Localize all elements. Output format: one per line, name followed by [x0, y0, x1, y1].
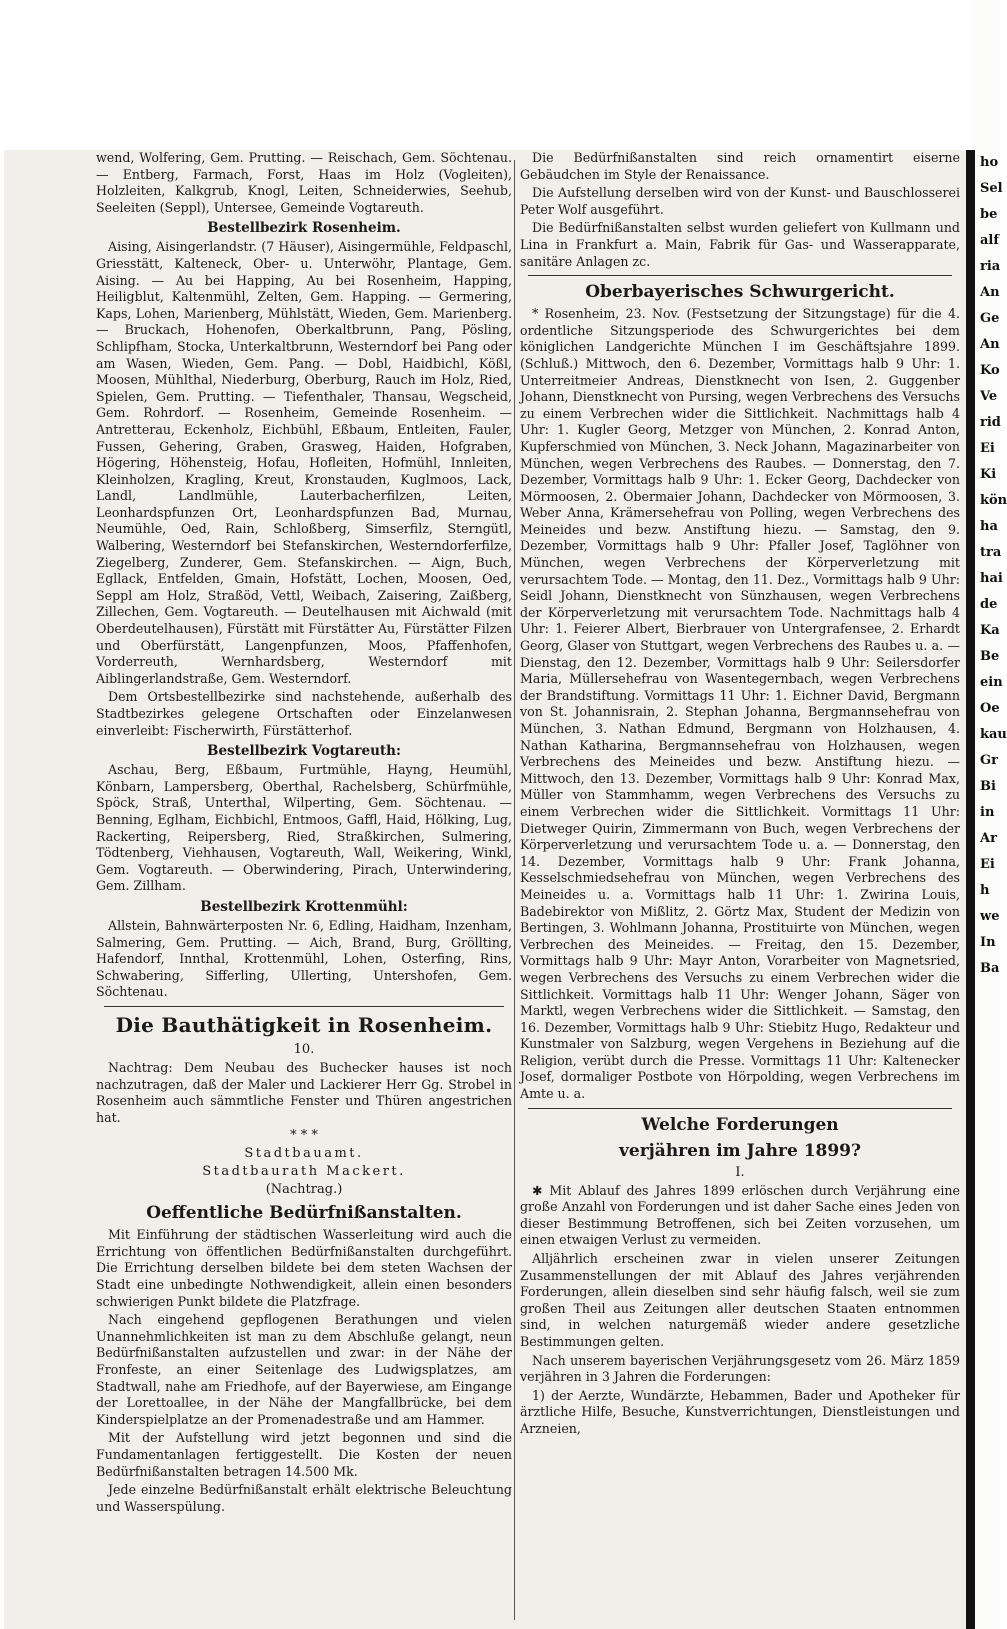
cut-off-text-fragment: ria [980, 259, 1001, 274]
rosenheim-district-list: Aising, Aisingerlandstr. (7 Häuser), Aisingermühle, Feldpaschl, Griesstätt, Kalteneck, Ober- u. Unterwöhr, Plantage, Gem. Aising. — Au bei Happing, Au bei Rosenheim, Happing, Heiligblut, Kaltenmühl, Zelten, Gem. Happing. — Germering, Kaps, Lohen, Marienberg, Mühlstätt, Wieden, Gem. Marienberg. — Bruckach, Hohenofen, Oberkaltbrunn, Pang, Pösling, Schlipfham, Stocka, Unterkaltbrunn, Westerndorf bei Pang oder am Wasen, Wieden, Gem. Pang. — Dobl, Haidbichl, Kößl, Moosen, Mühlthal, Niederburg, Oberburg, Rauch im Holz, Ried, Spielen, Gem. Prutting. — Tiefenthaler, Thansau, Wegscheid, Gem. Rohrdorf. — Rosenheim, Gemeinde Rosenheim. — Antretterau, Eckenholz, Eichbühl, Eßbaum, Entleiten, Fauler, Fussen, Gehering, Graben, Grasweg, Haiden, Hofgraben, Högering, Höhensteig, Hofau, Hofleiten, Hofmühl, Innleiten, Kleinholzen, Kragling, Kreut, Kronstauden, Kuglmoos, Lack, Landl, Landlmühle, Lauterbacherfilzen, Leiten, Leonhardspfunzen Ort, Leonhardspfunzen Bad, Murnau, Neumühle, Oed, Rain, Schloßberg, Simserfilz, Sterngütl, Walbering, Westerndorf bei Stefanskirchen, Westerndorferfilze, Ziegelberg, Zunderer, Gem. Stefanskirchen. — Aign, Buch, Egllack, Entfelden, Gmain, Hofstätt, Lochen, Moosen, Oed, Seppl am Holz, Straßöd, Vettl, Weibach, Zaisering, Zaißberg, Zillechen, Gem. Vogtareuth. — Deutelhausen mit Aichwald (mit Oberdeutelhausen), Fürstätt mit Fürstätter Au, Fürstätter Filzen und Oberfürstätt, Langenpfunzen, Moos, Pfaffenhofen, Vorderreuth, Wernhardsberg, Westerndorf mit Aiblingerlandstraße, Gem. Westerndorf. [96, 239, 512, 686]
toilets-continuation-3: Die Bedürfnißanstalten selbst wurden geliefert von Kullmann und Lina in Frankfurt a. Main, Fabrik für Gas- und Wasserapparate, sanitäre Anlagen zc. [520, 220, 960, 269]
column-rule [514, 160, 515, 1620]
cut-off-text-fragment: Ar [980, 831, 997, 846]
claims-paragraph-2: Alljährlich erscheinen zwar in vielen unserer Zeitungen Zusammenstellungen der mit Ablauf des Jahres verjährenden Forderungen, allein dieselben sind sehr häufig falsch, weil sie zum großen Theil aus Zeitungen aller deutschen Staaten entnommen sind, in welchen naturgemäß wieder andere gesetzliche Bestimmungen gelten. [520, 1251, 960, 1349]
public-toilets-paragraph-4: Jede einzelne Bedürfnißanstalt erhält elektrische Beleuchtung und Wasserspülung. [96, 1482, 512, 1514]
public-toilets-paragraph-1: Mit Einführung der städtischen Wasserleitung wird auch die Errichtung von öffentlichen Bedürfnißanstalten durchgeführt. Die Errichtung derselben bildete bei dem steten Wachsen der Stadt eine unbedingte Nothwendigkeit, allein einen besonders schwierigen Punkt bildete die Platzfrage. [96, 1227, 512, 1309]
cut-off-text-fragment: alf [980, 233, 999, 248]
cut-off-text-fragment: ho [980, 155, 999, 170]
page-gutter-shadow [966, 150, 975, 1629]
claims-paragraph-4: 1) der Aerzte, Wundärzte, Hebammen, Bader und Apotheker für ärztliche Hilfe, Besuche, Kunstverrichtungen, Dienstleistungen und Arzneien, [520, 1387, 960, 1436]
top-continuation-text: wend, Wolfering, Gem. Prutting. — Reischach, Gem. Söchtenau. — Entberg, Farmach, Forst, Haas im Holz (Vogleiten), Holzleiten, Kalkgrub, Knogl, Leiten, Schneiderwies, Seehub, Seeleiten (Seppl), Untersee, Gemeinde Vogtareuth. [96, 150, 512, 215]
public-toilets-headline: Oeffentliche Bedürfnißanstalten. [146, 1203, 462, 1224]
cut-off-text-fragment: kau [980, 727, 1007, 742]
cut-off-text-fragment: Ba [980, 961, 1000, 976]
left-column [96, 150, 512, 1620]
middle-column [520, 150, 960, 1620]
cut-off-text-fragment: h [980, 883, 990, 898]
addendum-label: (Nachtrag.) [265, 1182, 343, 1198]
cut-off-text-fragment: de [980, 597, 998, 612]
cut-off-text-fragment: Ge [980, 311, 1000, 326]
section-divider [528, 1108, 952, 1109]
article-number: 10. [293, 1041, 315, 1057]
cut-off-text-fragment: Ka [980, 623, 1000, 638]
cut-off-text-fragment: hai [980, 571, 1003, 586]
city-building-officer: Stadtbaurath Mackert. [202, 1164, 406, 1180]
cut-off-text-fragment: tra [980, 545, 1002, 560]
cut-off-text-fragment: An [980, 285, 1000, 300]
section-divider [104, 1006, 504, 1007]
krottenmuehl-district-heading: Bestellbezirk Krottenmühl: [200, 898, 408, 915]
toilets-continuation-1: Die Bedürfnißanstalten sind reich ornamentirt eiserne Gebäudchen im Style der Renaissance. [520, 150, 960, 182]
cut-off-text-fragment: In [980, 935, 996, 950]
cut-off-text-fragment: ha [980, 519, 998, 534]
cut-off-text-fragment: Ko [980, 363, 1000, 378]
cut-off-text-fragment: be [980, 207, 998, 222]
public-toilets-paragraph-3: Mit der Aufstellung wird jetzt begonnen und sind die Fundamentanlagen fertiggestellt. Die Kosten der neuen Bedürfnißanstalten betragen 14.500 Mk. [96, 1430, 512, 1479]
cut-off-column [980, 150, 1007, 1620]
cut-off-text-fragment: Ve [980, 389, 998, 404]
krottenmuehl-district-list: Allstein, Bahnwärterposten Nr. 6, Edling, Haidham, Inzenham, Salmering, Gem. Prutting. — Aich, Brand, Burg, Gröllting, Hafendorf, Innthal, Krottenmühl, Lohen, Osterfing, Rins, Schwabering, Sifferling, Ullerting, Untershofen, Gem. Söchtenau. [96, 917, 512, 1000]
article-number: I. [735, 1164, 745, 1180]
cut-off-text-fragment: Be [980, 649, 1000, 664]
jury-court-headline: Oberbayerisches Schwurgericht. [585, 282, 895, 303]
vogtareuth-district-list: Aschau, Berg, Eßbaum, Furtmühle, Hayng, Heumühl, Könbarn, Lampersberg, Oberthal, Rachelsberg, Schürfmühle, Spöck, Straß, Unterthal, Wilperting, Gem. Söchtenau. — Benning, Eglham, Eichbichl, Entmoos, Gaffl, Haid, Hölking, Lug, Rackerting, Reipersberg, Ried, Straßkirchen, Sulmering, Tödtenberg, Viehhausen, Vogtareuth, Wall, Weikering, Winkl, Gem. Vogtareuth. — Oberwindering, Pirach, Unterwindering, Gem. Zillham. [96, 762, 512, 894]
vogtareuth-district-heading: Bestellbezirk Vogtareuth: [207, 743, 401, 760]
claims-headline-line-2: verjähren im Jahre 1899? [619, 1140, 861, 1161]
cut-off-text-fragment: Ei [980, 857, 995, 872]
cut-off-text-fragment: kön [980, 493, 1007, 508]
building-activity-headline: Die Bauthätigkeit in Rosenheim. [115, 1012, 493, 1037]
building-activity-addendum: Nachtrag: Dem Neubau des Buchecker hauses ist noch nachzutragen, daß der Maler und Lackierer Herr Gg. Strobel in Rosenheim auch sämmtliche Fenster und Thüren angestrichen hat. [96, 1059, 512, 1125]
cut-off-text-fragment: Ki [980, 467, 997, 482]
claims-paragraph-3: Nach unserem bayerischen Verjährungsgesetz vom 26. März 1859 verjähren in 3 Jahren die Forderungen: [520, 1352, 960, 1385]
toilets-continuation-2: Die Aufstellung derselben wird von der Kunst- und Bauschlosserei Peter Wolf ausgeführt. [520, 185, 960, 217]
claims-headline-line-1: Welche Forderungen [641, 1114, 839, 1135]
cut-off-text-fragment: ein [980, 675, 1003, 690]
section-divider [528, 275, 952, 276]
city-building-office: Stadtbauamt. [244, 1146, 364, 1162]
claims-paragraph-1: ✱ Mit Ablauf des Jahres 1899 erlöschen durch Verjährung eine große Anzahl von Forderungen und ist daher Sache eines Jeden von dieser Bestimmung Betroffenen, sich bei Zeiten vorzusehen, um einen etwaigen Verlust zu vermeiden. [520, 1182, 960, 1248]
cut-off-text-fragment: An [980, 337, 1000, 352]
cut-off-text-fragment: Bi [980, 779, 996, 794]
rosenheim-district-note: Dem Ortsbestellbezirke sind nachstehende, außerhalb des Stadtbezirkes gelegene Ortschaften oder Einzelanwesen einverleibt: Fischerwirth, Fürstätterhof. [96, 689, 512, 738]
stars-separator: * * * [290, 1128, 318, 1144]
cut-off-text-fragment: we [980, 909, 1000, 924]
rosenheim-district-heading: Bestellbezirk Rosenheim. [207, 220, 401, 237]
cut-off-text-fragment: Gr [980, 753, 998, 768]
cut-off-text-fragment: in [980, 805, 995, 820]
public-toilets-paragraph-2: Nach eingehend gepflogenen Berathungen und vielen Unannehmlichkeiten ist man zu dem Abschluße gelangt, neun Bedürfnißanstalten aufzustellen und zwar: in der Nähe der Fronfeste, an einer Seitenlage des Ludwigsplatzes, am Stadtwall, nahe am Friedhofe, auf der Bayerwiese, am Eingange der Lorettoallee, in der Nähe der Mangfallbrücke, bei dem Kinderspielplatze an der Promenadestraße und am Hammer. [96, 1312, 512, 1427]
jury-court-schedule: * Rosenheim, 23. Nov. (Festsetzung der Sitzungstage) für die 4. ordentliche Sitzungsperiode des Schwurgerichtes bei dem königlichen Landgerichte München I im Geschäftsjahre 1899. (Schluß.) Mittwoch, den 6. Dezember, Vormittags halb 9 Uhr: 1. Unterreitmeier Andreas, Dienstknecht von Isen, 2. Guggenber Johann, Dienstknecht von Pursing, wegen Verbrechens des Versuchs zu einem Verbrechen wider die Sittlichkeit. Nachmittags halb 4 Uhr: 1. Kugler Georg, Metzger von München, 2. Konrad Anton, Kupferschmied von München, 3. Neck Johann, Magazinarbeiter von München, wegen Verbrechens des Raubes. — Donnerstag, den 7. Dezember, Vormittags halb 9 Uhr: 1. Ecker Georg, Dachdecker von Mörmoosen, 2. Obermaier Johann, Dachdecker von Mörmoosen, 3. Weber Anna, Krämersehefrau von Polling, wegen Verbrechens des Meineides und bezw. Anstiftung hiezu. — Samstag, den 9. Dezember, Vormittags halb 9 Uhr: Pfaller Josef, Taglöhner von München, wegen Verbrechens der Körperverletzung mit verursachtem Tode. — Montag, den 11. Dez., Vormittags halb 9 Uhr: Seidl Johann, Dienstknecht von Sünzhausen, wegen Verbrechens der Körperverletzung mit verursachtem Tode. Nachmittags halb 4 Uhr: 1. Feierer Albert, Bierbrauer von Untergrafensee, 2. Erhardt Georg, Glaser von Stuttgart, wegen Verbrechens des Raubes u. a. — Dienstag, den 12. Dezember, Vormittags halb 9 Uhr: Seilersdorfer Maria, Müllersehefrau von Wasentegernbach, wegen Verbrechens der Brandstiftung. Vormittags 11 Uhr: 1. Eichner David, Bergmann von St. Johannisrain, 2. Stephan Johanna, Bergmannsehefrau von München, 3. Nathan Edmund, Bergmann von Holzhausen, 4. Nathan Katharina, Bergmannsehefrau von Holzhausen, wegen Verbrechens des Meineides und bezw. Anstiftung hiezu. — Mittwoch, den 13. Dezember, Vormittags halb 9 Uhr: Konrad Max, Müller von Stammhamm, wegen Verbrechens des Versuchs zu einem Verbrechen wider die Sittlichkeit. Vormittags 11 Uhr: Dietweger Quirin, Zimmermann von Buch, wegen Verbrechens der Körperverletzung und verursachtem Tode u. a. — Donnerstag, den 14. Dezember, Vormittags halb 9 Uhr: Frank Johanna, Kesselschmiedsehefrau von München, wegen Verbrechens des Meineides u. a. Vormittags halb 11 Uhr: 1. Zwirina Louis, Badebirektor von Mißlitz, 2. Görtz Max, Student der Medizin von Bertingen, 3. Wohlmann Johanna, Prostituirte von München, wegen Verbrechen des Meineides. — Freitag, den 15. Dezember, Vormittags halb 9 Uhr: Mayr Anton, Vorarbeiter von Magnetsried, wegen Verbrechens des Versuchs zu einem Verbrechen wider die Sittlichkeit. Vormittags halb 11 Uhr: Wenger Johann, Säger von Marktl, wegen Verbrechens wider die Sittlichkeit. — Samstag, den 16. Dezember, Vormittags halb 9 Uhr: Stiebitz Hugo, Redakteur und Kunstmaler von Salzburg, wegen Vergehens in Beziehung auf die Religion, verübt durch die Presse. Vormittags 11 Uhr: Kaltenecker Josef, dormaliger Postbote von Hörpolding, wegen Verbrechens im Amte u. a. [520, 306, 960, 1102]
cut-off-text-fragment: Oe [980, 701, 1000, 716]
cut-off-text-fragment: Ei [980, 441, 995, 456]
cut-off-text-fragment: Sel [980, 181, 1003, 196]
cut-off-text-fragment: rid [980, 415, 1001, 430]
